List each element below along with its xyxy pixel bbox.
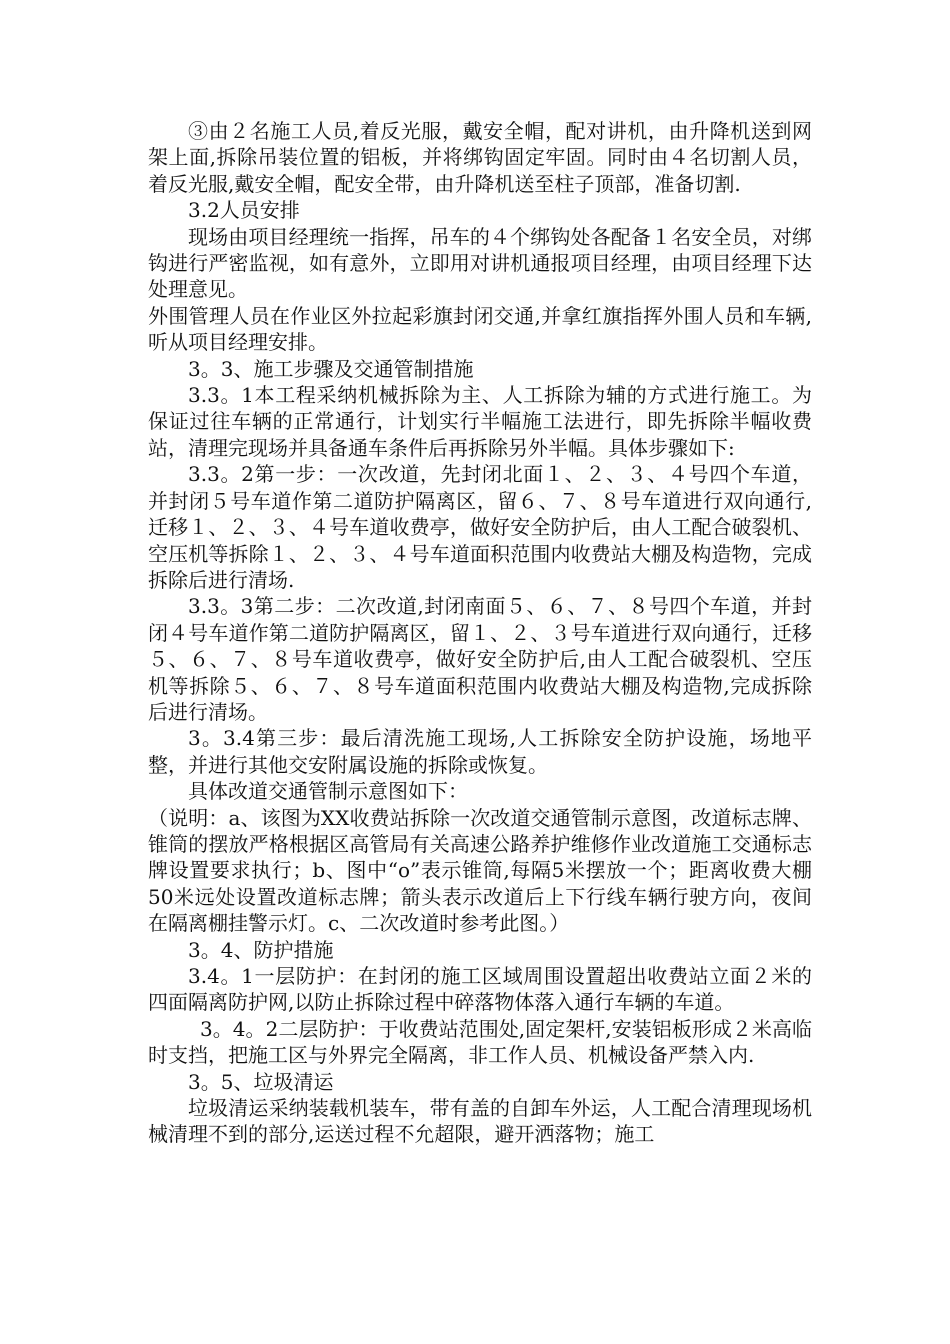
paragraph-perimeter-management: 外围管理人员在作业区外拉起彩旗封闭交通,并拿红旗指挥外围人员和车辆,听从项目经理安排。 [148, 303, 812, 355]
paragraph-3-4-2: 3。4。2二层防护：于收费站范围处,固定架杆,安装铝板形成２米高临时支挡，把施工区与外界完全隔离，非工作人员、机械设备严禁入内. [148, 1016, 812, 1068]
paragraph-3-3-1: 3.3。1本工程采纳机械拆除为主、人工拆除为辅的方式进行施工。为保证过往车辆的正常通行，计划实行半幅施工法进行，即先拆除半幅收费站，清理完现场并具备通车条件后再拆除另外半幅。具体步骤如下: [148, 383, 812, 460]
section-heading-3-5: 3。5、垃圾清运 [188, 1069, 334, 1094]
paragraph-waste-removal: 垃圾清运采纳装载机装车，带有盖的自卸车外运，人工配合清理现场机械清理不到的部分,运送过程不允超限，避开洒落物；施工 [148, 1096, 812, 1147]
paragraph-diagram-intro: 具体改道交通管制示意图如下： [188, 779, 468, 804]
paragraph-3-3-3: 3.3。3第二步：二次改道,封闭南面５、６、７、８号四个车道，并封闭４号车道作第二道防护隔离区，留１、２、３号车道进行双向通行，迁移５、６、７、８号车道收费亭，做好安全防护后,由人工配合破裂机、空压机等拆除５、６、７、８号车道面积范围内收费站大棚及构造物,完成拆除后进行清场。 [148, 594, 812, 724]
paragraph-3-4-1: 3.4。1一层防护：在封闭的施工区域周围设置超出收费站立面２米的四面隔离防护网,以防止拆除过程中碎落物体落入通行车辆的车道。 [148, 964, 812, 1015]
section-heading-3-2: 3.2人员安排 [188, 198, 300, 223]
section-heading-3-3: 3。3、施工步骤及交通管制措施 [188, 356, 474, 381]
paragraph-diagram-notes: （说明：a、该图为XX收费站拆除一次改道交通管制示意图，改道标志牌、锥筒的摆放严格根据区高管局有关高速公路养护维修作业改道施工交通标志牌设置要求执行；b、图中“o”表示锥筒,每隔5米摆放一个；距离收费大棚50米远处设置改道标志牌；箭头表示改道后上下行线车辆行驶方向，夜间在隔离棚挂警示灯。c、二次改道时参考此图。） [148, 805, 812, 936]
document-body [148, 118, 812, 1148]
section-heading-3-4: 3。4、防护措施 [188, 937, 334, 962]
paragraph-step-3-personnel: ③由２名施工人员,着反光服，戴安全帽，配对讲机，由升降机送到网架上面,拆除吊装位置的铝板，并将绑钩固定牢固。同时由４名切割人员，着反光服,戴安全帽，配安全带，由升降机送至柱子顶部，准备切割. [148, 119, 812, 196]
paragraph-command: 现场由项目经理统一指挥，吊车的４个绑钩处各配备１名安全员，对绑钩进行严密监视，如有意外，立即用对讲机通报项目经理，由项目经理下达处理意见。 [148, 224, 812, 302]
paragraph-3-3-2: 3.3。2第一步：一次改道，先封闭北面１、２、３、４号四个车道，并封闭５号车道作第二道防护隔离区，留６、７、８号车道进行双向通行,迁移１、２、３、４号车道收费亭，做好安全防护后，由人工配合破裂机、空压机等拆除１、２、３、４号车道面积范围内收费站大棚及构造物，完成拆除后进行清场. [148, 462, 812, 592]
paragraph-3-3-4: 3。3.4第三步：最后清洗施工现场,人工拆除安全防护设施，场地平整，并进行其他交安附属设施的拆除或恢复。 [148, 726, 812, 777]
